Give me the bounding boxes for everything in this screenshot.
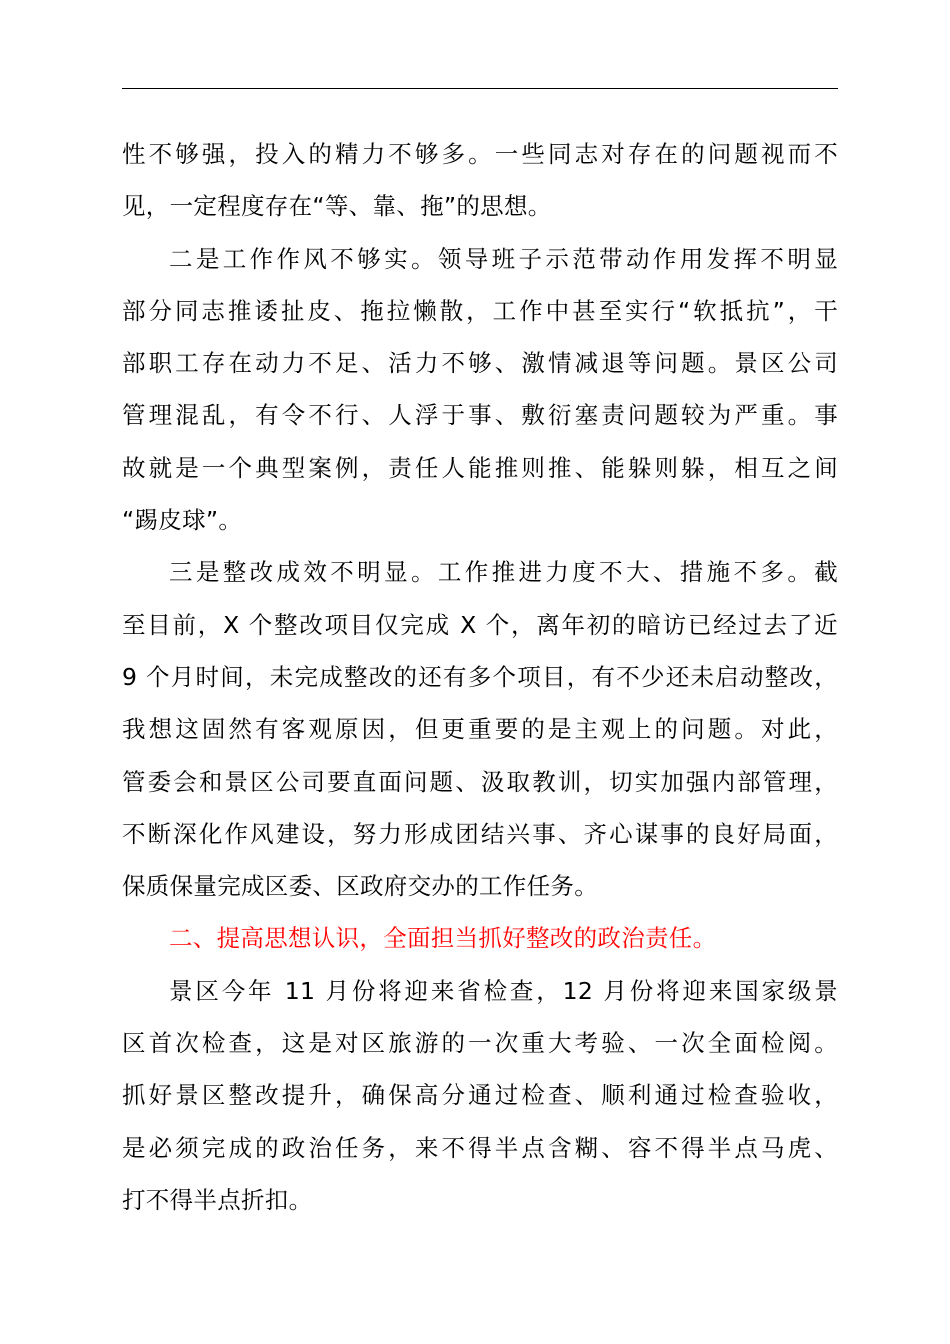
text-line: 故就是一个典型案例，责任人能推则推、能躲则躲，相互之间: [122, 453, 838, 482]
text-line: 是必须完成的政治任务，来不得半点含糊、容不得半点马虎、: [122, 1133, 838, 1162]
text-line: 9 个月时间，未完成整改的还有多个项目，有不少还未启动整改，: [122, 662, 838, 691]
text-line: “踢皮球”。: [122, 506, 243, 535]
text-line: 不断深化作风建设，努力形成团结兴事、齐心谋事的良好局面，: [122, 819, 838, 848]
text-line: 部职工存在动力不足、活力不够、激情减退等问题。景区公司: [122, 349, 838, 378]
text-line: 部分同志推诿扯皮、拖拉懒散，工作中甚至实行“软抵抗”，干: [122, 296, 838, 325]
text-line: 区首次检查，这是对区旅游的一次重大考验、一次全面检阅。: [122, 1029, 838, 1058]
text-line: 管理混乱，有令不行、人浮于事、敷衍塞责问题较为严重。事: [122, 401, 838, 430]
text-line: 至目前，X 个整改项目仅完成 X 个，离年初的暗访已经过去了近: [122, 610, 838, 639]
text-line: 见，一定程度存在“等、靠、拖”的思想。: [122, 192, 552, 221]
header-rule: [122, 88, 838, 89]
text-line: 管委会和景区公司要直面问题、汲取教训，切实加强内部管理，: [122, 767, 838, 796]
text-line: 打不得半点折扣。: [122, 1185, 313, 1214]
text-line: 抓好景区整改提升，确保高分通过检查、顺利通过检查验收，: [122, 1081, 838, 1110]
text-line: 性不够强，投入的精力不够多。一些同志对存在的问题视而不: [122, 140, 838, 168]
text-line: 二是工作作风不够实。领导班子示范带动作用发挥不明显: [169, 244, 838, 273]
text-line: 三是整改成效不明显。工作推进力度不大、措施不多。截: [169, 558, 838, 587]
section-heading: 二、提高思想认识，全面担当抓好整改的政治责任。: [169, 924, 717, 953]
text-line: 我想这固然有客观原因，但更重要的是主观上的问题。对此，: [122, 715, 838, 744]
text-line: 保质保量完成区委、区政府交办的工作任务。: [122, 872, 598, 901]
text-line: 景区今年 11 月份将迎来省检查，12 月份将迎来国家级景: [169, 976, 838, 1005]
document-body: [122, 128, 838, 1226]
